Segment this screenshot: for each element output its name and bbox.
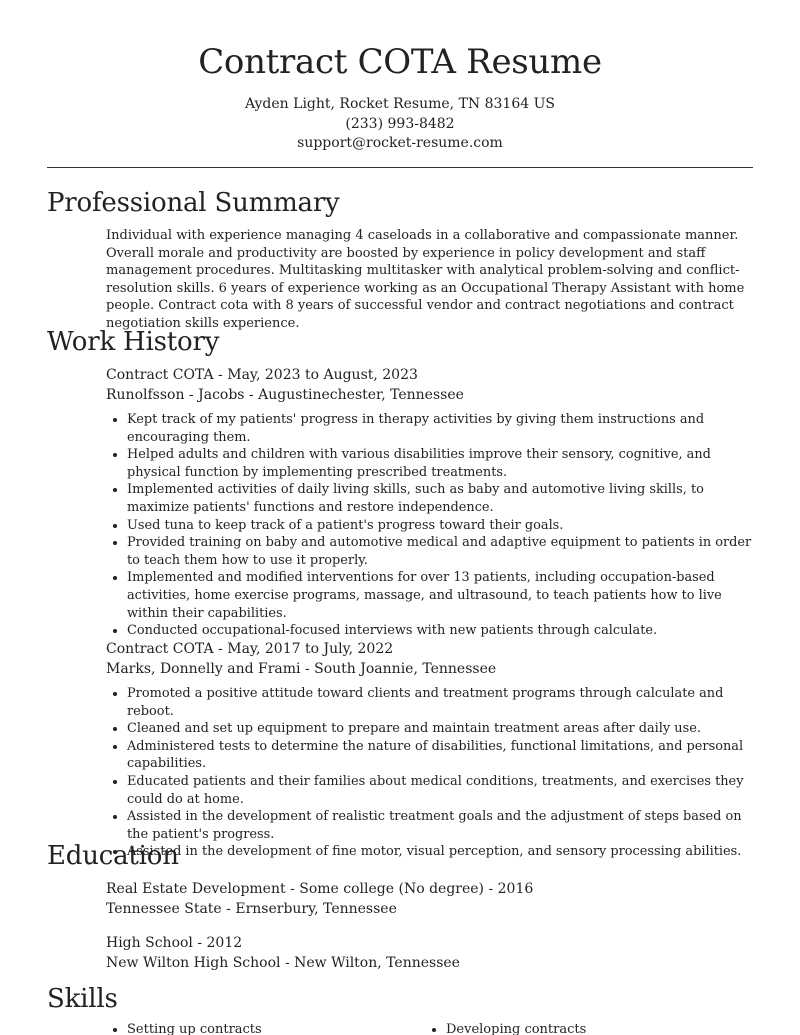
job-bullet: • Promoted a positive attitude toward clients and treatment programs through calculate and reboot. <box>127 685 758 720</box>
job-bullet: • Used tuna to keep track of a patient's progress toward their goals. <box>127 517 758 535</box>
education-heading: Education <box>47 841 179 871</box>
job-bullet: • Implemented and modified interventions for over 13 patients, including occupation-based activities, home exercise programs, massage, and ultrasound, to teach patients how to live within their capabilities. <box>127 569 758 622</box>
skills-heading: Skills <box>47 984 118 1014</box>
job-bullet: • Implemented activities of daily living skills, such as baby and automotive living skills, to maximize patients' functions and restore independence. <box>127 481 758 516</box>
job-entry <box>106 366 758 640</box>
skill-item: • Setting up contracts <box>127 1021 262 1035</box>
resume-header <box>0 0 800 154</box>
job-bullet: • Cleaned and set up equipment to prepare and maintain treatment areas after daily use. <box>127 720 758 738</box>
page-title: Contract COTA Resume <box>198 42 602 82</box>
job-bullets <box>106 685 758 861</box>
work-history-heading: Work History <box>47 327 220 357</box>
job-company: Runolfsson - Jacobs - Augustinechester, Tennessee <box>106 386 464 403</box>
education-school: New Wilton High School - New Wilton, Tennessee <box>106 955 460 971</box>
summary-heading: Professional Summary <box>47 188 340 218</box>
job-bullet: • Administered tests to determine the nature of disabilities, functional limitations, and personal capabilities. <box>127 738 758 773</box>
job-title: Contract COTA - May, 2023 to August, 2023 <box>106 367 418 383</box>
job-bullet: • Helped adults and children with various disabilities improve their sensory, cognitive, and physical function by implementing prescribed treatments. <box>127 446 758 481</box>
job-bullet: • Assisted in the development of fine motor, visual perception, and sensory processing abilities. <box>127 843 758 861</box>
skills-list-right <box>425 1021 586 1035</box>
job-title: Contract COTA - May, 2017 to July, 2022 <box>106 641 394 657</box>
contact-phone: (233) 993-8482 <box>345 115 455 132</box>
job-company: Marks, Donnelly and Frami - South Joannie, Tennessee <box>106 660 497 677</box>
contact-email: support@rocket-resume.com <box>297 135 503 151</box>
job-bullet: • Assisted in the development of realistic treatment goals and the adjustment of steps based on the patient's progress. <box>127 808 758 843</box>
job-bullet: • Kept track of my patients' progress in therapy activities by giving them instructions and encouraging them. <box>127 411 758 446</box>
education-degree: High School - 2012 <box>106 935 243 951</box>
summary-text: Individual with experience managing 4 caseloads in a collaborative and compassionate manner. Overall morale and productivity are boosted by experience in policy development and staff management procedures. Multitasking multitasker with analytical problem-solving and conflict-resolution skills. 6 years of experience working as an Occupational Therapy Assistant with home people. Contract cota with 8 years of successful vendor and contract negotiations and contract negotiation skills experience. <box>106 228 745 331</box>
education-entry <box>106 933 758 973</box>
contact-address: Ayden Light, Rocket Resume, TN 83164 US <box>244 96 555 112</box>
education-school: Tennessee State - Ernserbury, Tennessee <box>106 901 397 917</box>
skills-list-left <box>106 1021 262 1035</box>
skill-item: • Developing contracts <box>446 1021 586 1035</box>
job-bullets <box>106 411 758 640</box>
job-bullet: • Conducted occupational-focused interviews with new patients through calculate. <box>127 622 758 640</box>
job-bullet: • Provided training on baby and automotive medical and adaptive equipment to patients in order to teach them how to use it properly. <box>127 534 758 569</box>
header-divider <box>47 167 753 168</box>
education-degree: Real Estate Development - Some college (No degree) - 2016 <box>106 881 534 897</box>
education-entry <box>106 879 758 919</box>
job-bullet: • Educated patients and their families about medical conditions, treatments, and exercises they could do at home. <box>127 773 758 808</box>
job-entry <box>106 640 758 861</box>
